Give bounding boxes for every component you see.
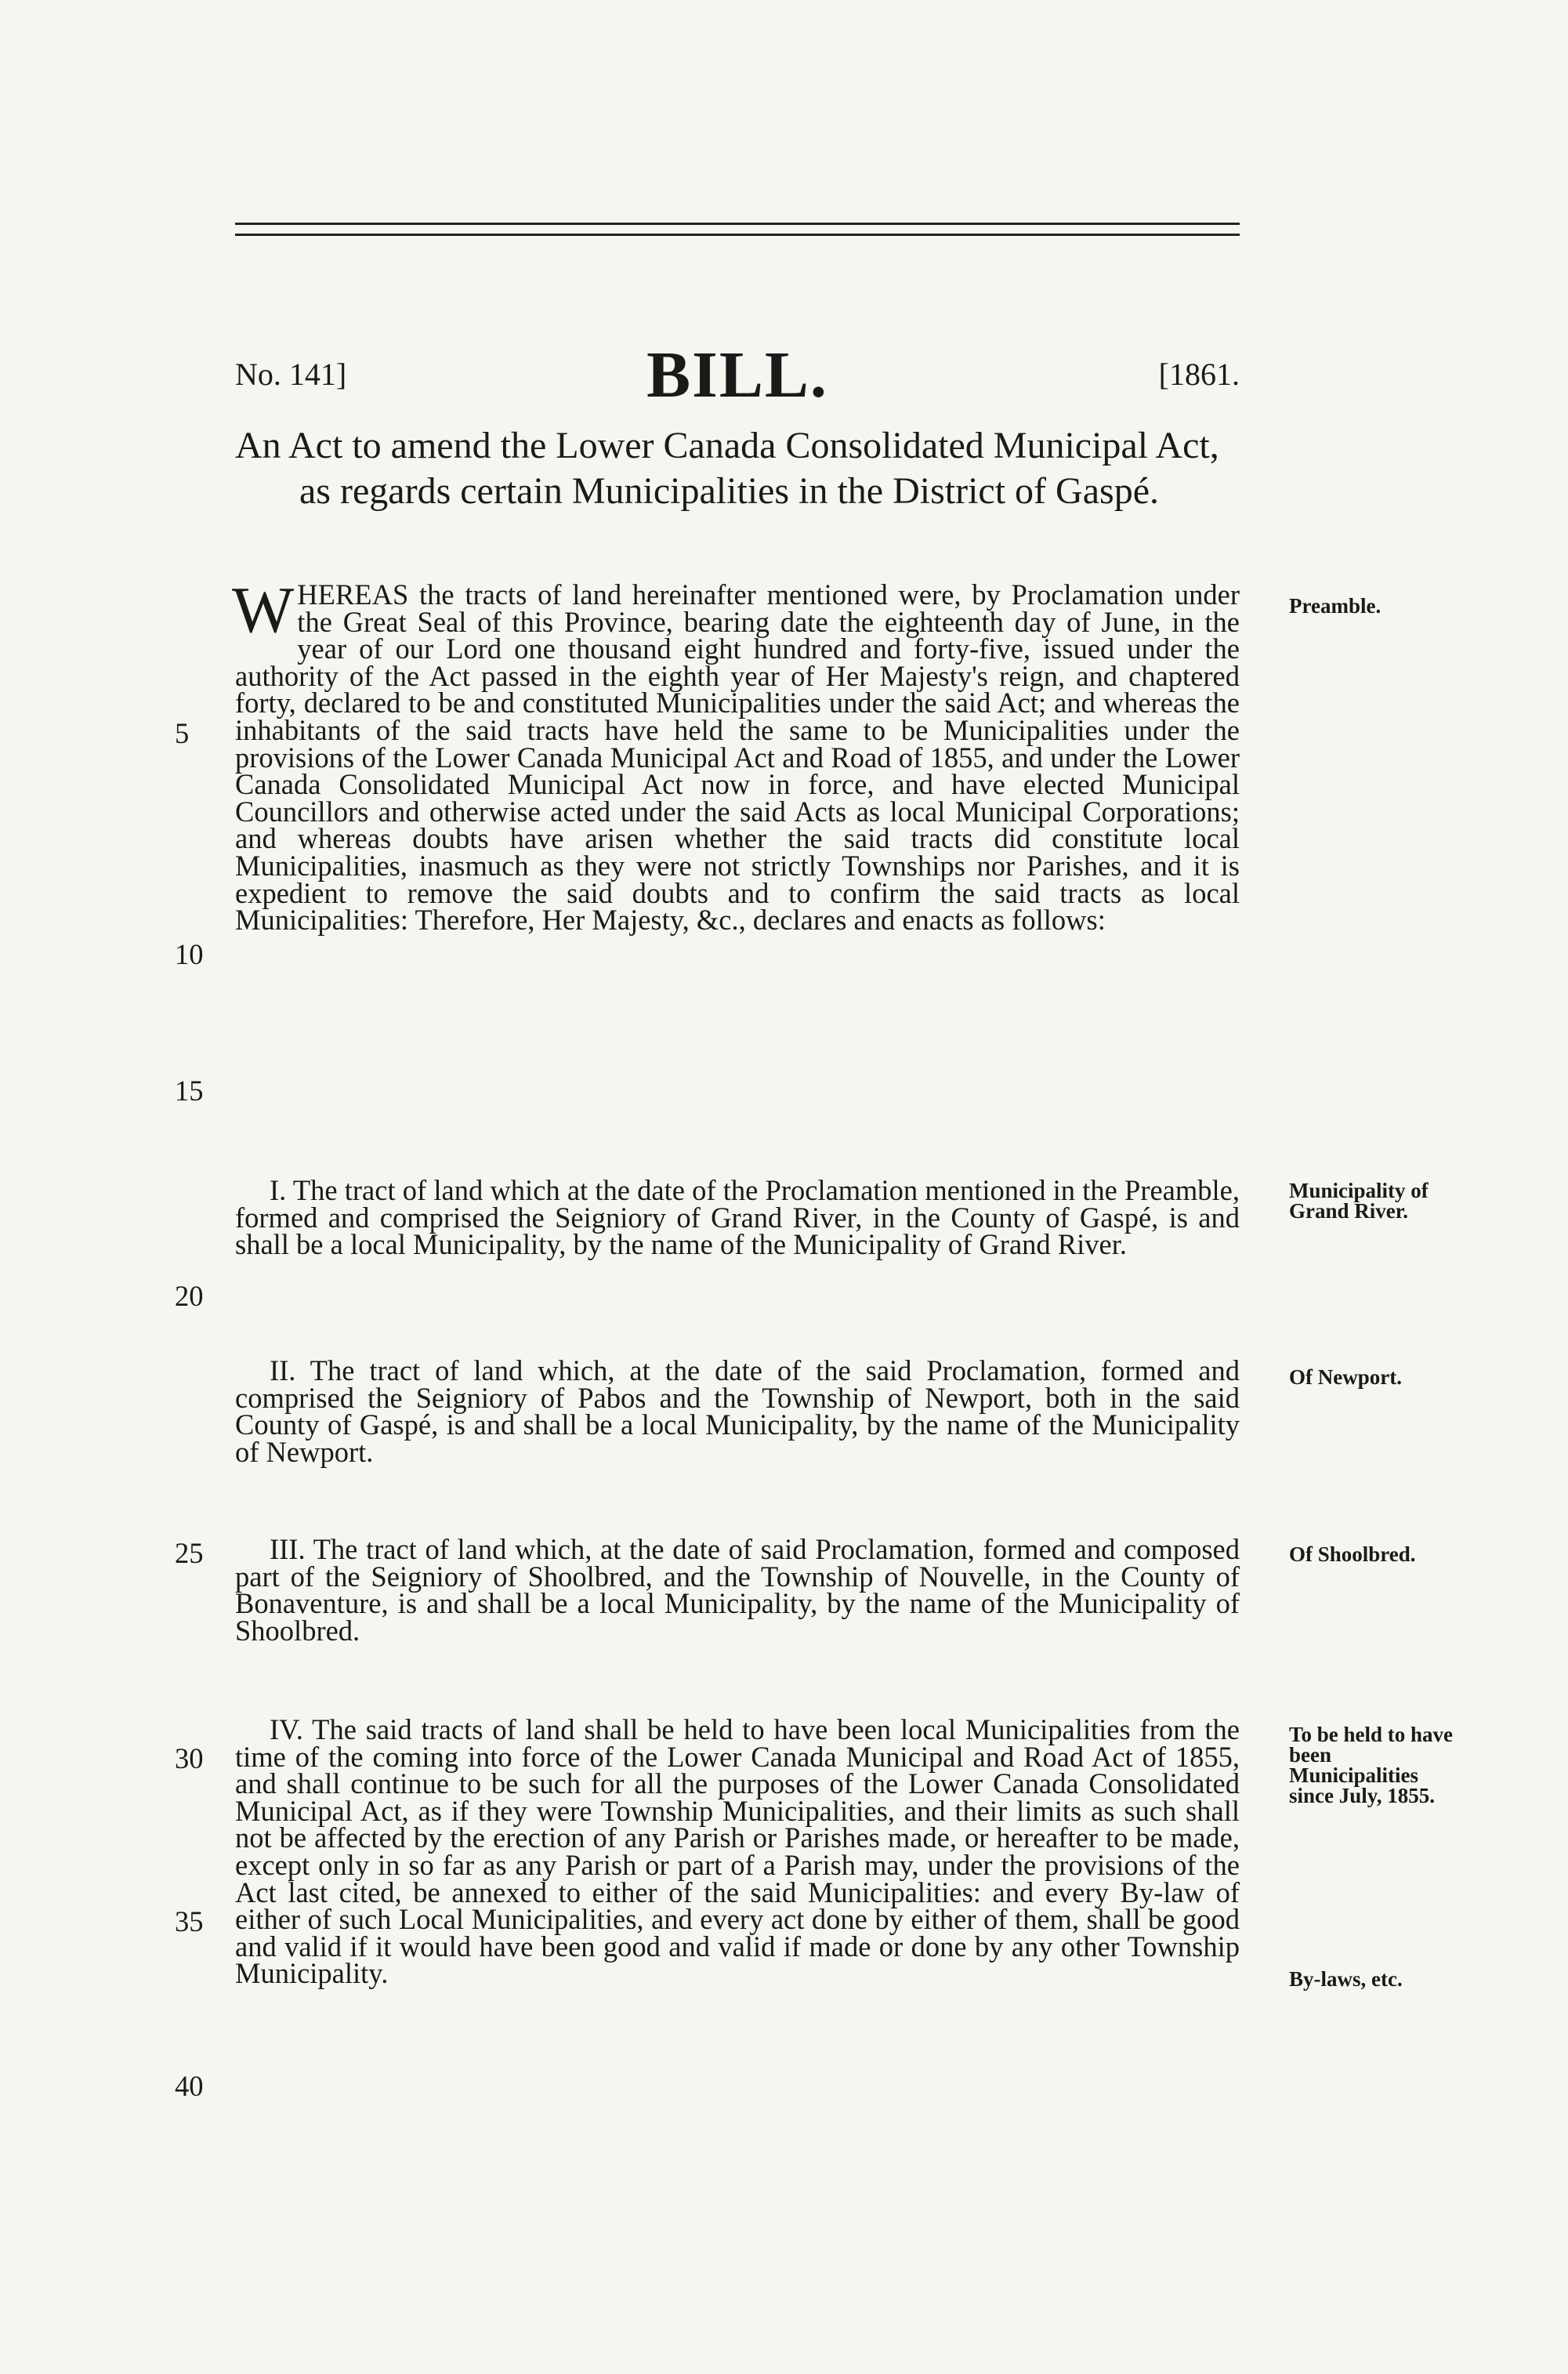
margin-note-held-municipalities: To be held to have been Municipalities since July, 1855. xyxy=(1289,1723,1454,1807)
line-number-5: 5 xyxy=(175,717,190,749)
margin-note-preamble: Preamble. xyxy=(1289,594,1382,618)
margin-note-grand-river: Municipality of Grand River. xyxy=(1289,1179,1429,1223)
bill-title: BILL. xyxy=(646,339,828,411)
act-title-text: An Act to amend the Lower Canada Consolidated Municipal Act, as regards certain Municipalities in the District of Gaspé. xyxy=(235,425,1219,512)
section-4-text: IV. The said tracts of land shall be held to have been local Municipalities from the time of the coming into force of the Lower Canada Municipal and Road Act of 1855, and shall continue to be such for all the purposes of the Lower Canada Consolidated Municipal Act, as if they were Township Municipalities, and their limits as such shall not be affected by the erection of any Parish or Parishes made, or hereafter to be made, except only in so far as any Parish or part of a Parish may, under the provisions of the Act last cited, be annexed to either of the said Municipalities: and every By-law of either of such Local Municipalities, and every act done by either of them, shall be good and valid if it would have been good and valid if made or done by any other Township Municipality. xyxy=(235,1713,1240,1990)
line-number-10: 10 xyxy=(175,938,204,970)
preamble-block xyxy=(232,574,1240,937)
line-number-35: 35 xyxy=(175,1905,204,1937)
top-rule-2 xyxy=(235,234,1240,236)
top-rule-1 xyxy=(235,223,1240,225)
section-2 xyxy=(235,1354,1240,1468)
dropcap-letter: W xyxy=(232,574,295,647)
line-number-25: 25 xyxy=(175,1537,204,1569)
line-number-30: 30 xyxy=(175,1742,204,1774)
section-3-text: III. The tract of land which, at the date of said Proclamation, formed and composed part of the Seigniory of Shoolbred, and the Township of Nouvelle, in the County of Bonaventure, is and shall be a local Municipality, by the name of the Municipality of Shoolbred. xyxy=(235,1533,1240,1647)
section-4 xyxy=(235,1713,1240,1990)
bill-header xyxy=(235,337,1240,423)
section-1-text: I. The tract of land which at the date of the Proclamation mentioned in the Preamble, formed and comprised the Seigniory of Grand River, in the County of Gaspé, is and shall be a local Municipality, by the name of the Municipality of Grand River. xyxy=(235,1174,1240,1261)
preamble-text: HEREAS the tracts of land hereinafter mentioned were, by Proclamation under the Great Seal of this Province, bearing date the eighteenth day of June, in the year of our Lord one thousand eight hundred and forty-five, issued under the authority of the Act passed in the eighth year of Her Majesty's reign, and chaptered forty, declared to be and constituted Municipalities under the said Act; and whereas the inhabitants of the said tracts have held the same to be Municipalities under the provisions of the Lower Canada Municipal Act and Road of 1855, and under the Lower Canada Consolidated Municipal Act now in force, and have elected Municipal Councillors and otherwise acted under the said Acts as local Municipal Corporations; and whereas doubts have arisen whether the said tracts did constitute local Municipalities, inasmuch as they were not strictly Townships nor Parishes, and it is expedient to remove the said doubts and to confirm the said tracts as local Municipalities: Therefore, Her Majesty, &c., declares and enacts as follows: xyxy=(235,578,1240,937)
section-1 xyxy=(235,1174,1240,1261)
margin-note-shoolbred: Of Shoolbred. xyxy=(1289,1542,1416,1566)
bill-number: No. 141] xyxy=(235,357,347,392)
bill-year: [1861. xyxy=(1158,357,1240,392)
margin-note-by-laws: By-laws, etc. xyxy=(1289,1967,1403,1991)
line-number-15: 15 xyxy=(175,1075,204,1107)
preamble-paragraph xyxy=(232,574,1240,937)
section-3 xyxy=(235,1533,1240,1647)
line-number-20: 20 xyxy=(175,1280,204,1312)
section-2-text: II. The tract of land which, at the date of the said Proclamation, formed and comprised the Seigniory of Pabos and the Township of Newport, both in the said County of Gaspé, is and shall be a local Municipality, by the name of the Municipality of Newport. xyxy=(235,1354,1240,1468)
act-title xyxy=(235,423,1240,514)
margin-note-newport: Of Newport. xyxy=(1289,1365,1402,1389)
line-number-40: 40 xyxy=(175,2070,204,2102)
